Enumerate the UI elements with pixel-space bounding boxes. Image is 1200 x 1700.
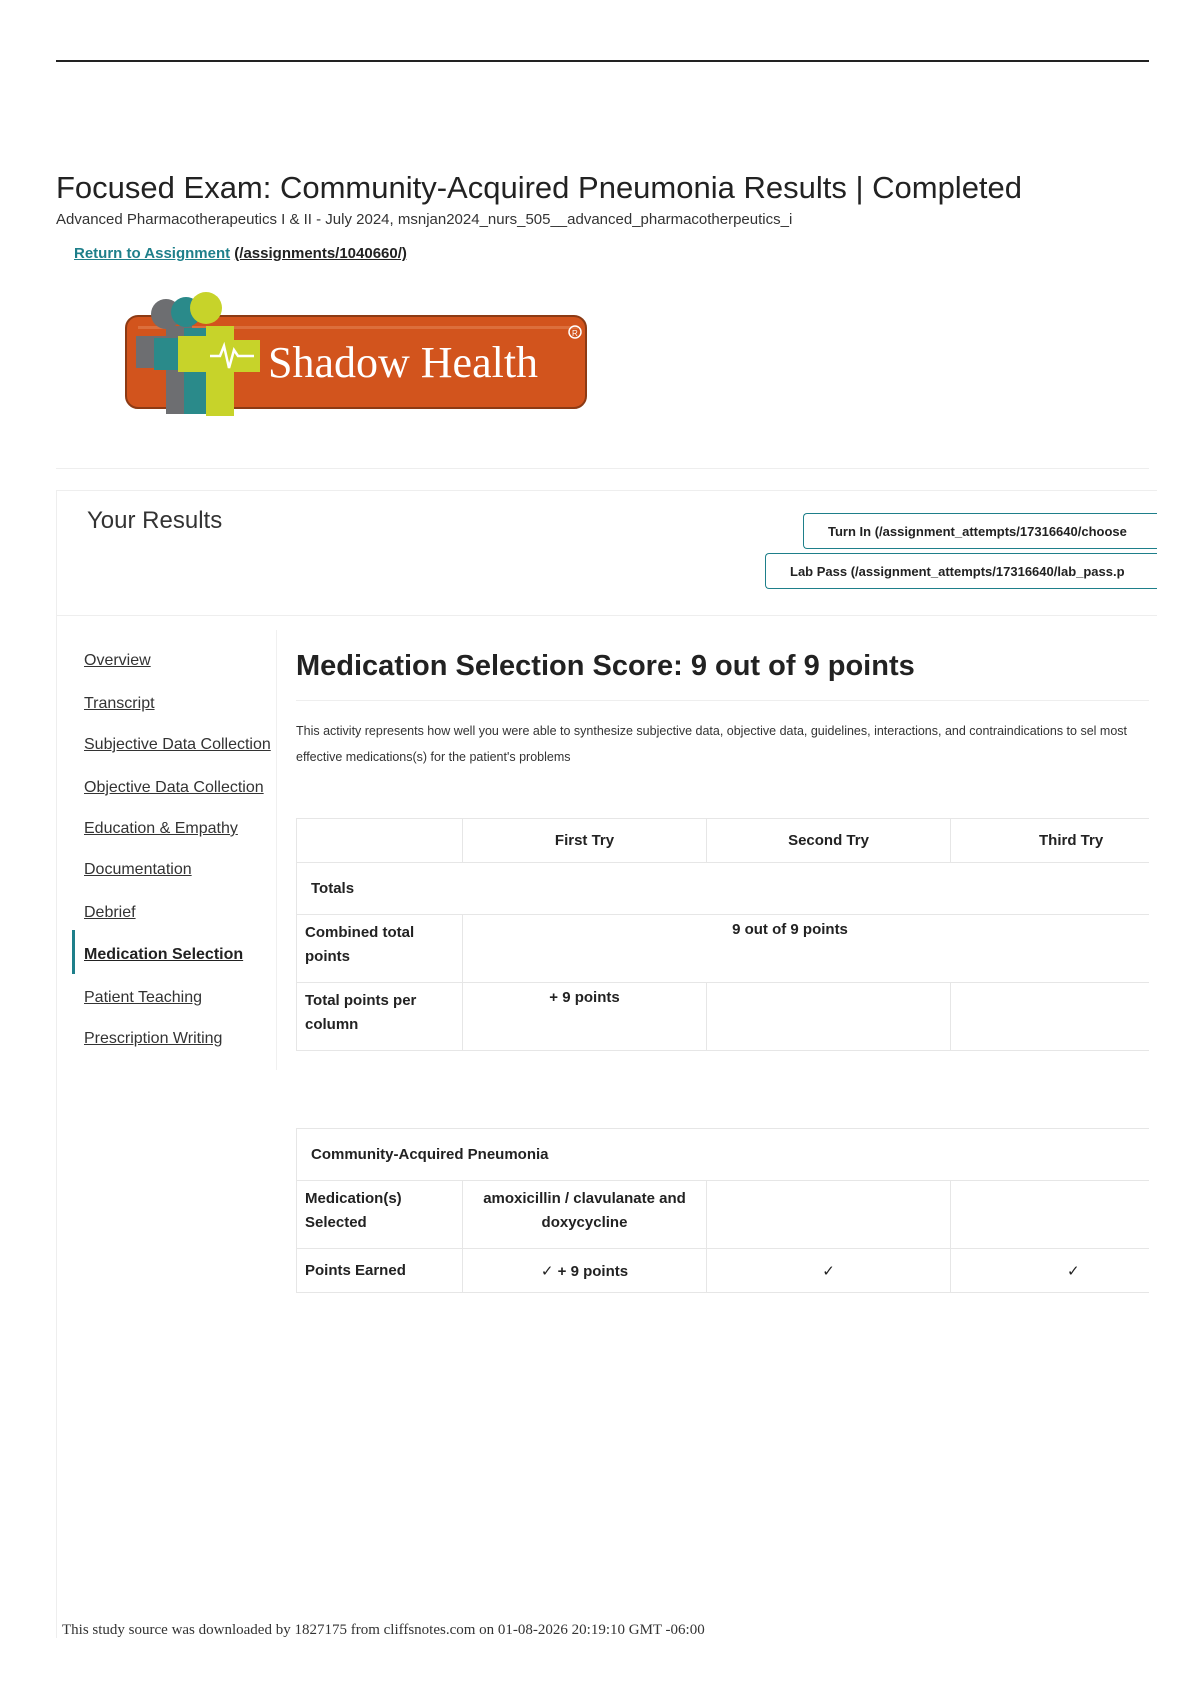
sidebar-item-objective-data-collection[interactable]: Objective Data Collection bbox=[84, 779, 264, 796]
activity-description: This activity represents how well you were able to synthesize subjective data, objective data, guidelines, interactions, and contraindications to sel most effective medications(s) for the patient's problems bbox=[296, 724, 1127, 764]
table-header-third-try: Third Try bbox=[951, 819, 1150, 863]
top-rule bbox=[56, 60, 1149, 62]
sidebar-item-subjective-data-collection[interactable]: Subjective Data Collection bbox=[84, 736, 271, 753]
combined-total-text: 9 out of 9 points bbox=[732, 921, 848, 938]
svg-text:R: R bbox=[572, 329, 578, 338]
condition-section-label: Community-Acquired Pneumonia bbox=[297, 1129, 1150, 1181]
content-left-border bbox=[56, 614, 57, 1638]
medications-selected-first: amoxicillin / clavulanate and doxycycline bbox=[463, 1181, 707, 1249]
sidebar-item-medication-selection[interactable]: Medication Selection bbox=[84, 946, 244, 963]
score-table-wrapper bbox=[296, 818, 1149, 1058]
results-header-panel bbox=[56, 490, 1157, 616]
medications-selected-label: Medication(s) Selected bbox=[297, 1181, 463, 1249]
page-title: Focused Exam: Community-Acquired Pneumonia Results | Completed bbox=[56, 170, 1023, 205]
table-header-second-try: Second Try bbox=[707, 819, 951, 863]
points-per-column-third bbox=[951, 983, 1150, 1051]
table-header-empty bbox=[297, 819, 463, 863]
download-footer: This study source was downloaded by 1827175 from cliffsnotes.com on 01-08-2026 20:19:10 GMT -06:00 bbox=[62, 1622, 705, 1638]
sidebar-item-debrief[interactable]: Debrief bbox=[84, 904, 136, 921]
return-link-path: (/assignments/1040660/) bbox=[234, 245, 407, 262]
sidebar-item-documentation[interactable]: Documentation bbox=[84, 861, 192, 878]
sidebar-item-patient-teaching[interactable]: Patient Teaching bbox=[84, 989, 203, 1006]
active-nav-indicator bbox=[72, 930, 75, 974]
score-table bbox=[296, 818, 1149, 1051]
shadow-health-logo bbox=[108, 292, 598, 434]
sidebar-item-overview[interactable]: Overview bbox=[84, 652, 151, 669]
title-rule bbox=[296, 700, 1149, 701]
points-per-column-label: Total points per column bbox=[297, 983, 463, 1051]
lab-pass-button[interactable]: Lab Pass (/assignment_attempts/17316640/lab_pass.p bbox=[765, 553, 1157, 589]
points-earned-second: ✓ bbox=[707, 1249, 951, 1293]
results-title: Your Results bbox=[87, 507, 223, 534]
medication-score-title: Medication Selection Score: 9 out of 9 points bbox=[296, 650, 915, 682]
points-per-column-first: + 9 points bbox=[463, 983, 707, 1051]
return-to-assignment-link[interactable]: Return to Assignment bbox=[74, 245, 231, 262]
totals-section-label: Totals bbox=[297, 863, 1150, 915]
course-subtitle: Advanced Pharmacotherapeutics I & II - July 2024, msnjan2024_nurs_505__advanced_pharmacotherpeutics_i bbox=[56, 211, 793, 228]
medications-selected-second bbox=[707, 1181, 951, 1249]
medication-table bbox=[296, 1128, 1149, 1293]
section-divider bbox=[56, 468, 1149, 469]
sidebar-item-prescription-writing[interactable]: Prescription Writing bbox=[84, 1030, 223, 1047]
medications-selected-third bbox=[951, 1181, 1150, 1249]
points-earned-first: ✓ + 9 points bbox=[463, 1249, 707, 1293]
combined-total-label: Combined total points bbox=[297, 915, 463, 983]
combined-total-value bbox=[463, 915, 1150, 983]
med-table-wrapper bbox=[296, 1128, 1149, 1298]
logo-text: Shadow Health bbox=[268, 338, 539, 387]
points-per-column-second bbox=[707, 983, 951, 1051]
turn-in-button[interactable]: Turn In (/assignment_attempts/17316640/choose bbox=[803, 513, 1157, 549]
sidebar-item-education-empathy[interactable]: Education & Empathy bbox=[84, 820, 238, 837]
points-earned-label: Points Earned bbox=[297, 1249, 463, 1293]
sidebar-item-transcript[interactable]: Transcript bbox=[84, 695, 155, 712]
results-sidebar-nav bbox=[70, 630, 277, 1070]
table-header-first-try: First Try bbox=[463, 819, 707, 863]
return-line bbox=[74, 245, 407, 262]
points-earned-third: ✓ bbox=[951, 1249, 1150, 1293]
